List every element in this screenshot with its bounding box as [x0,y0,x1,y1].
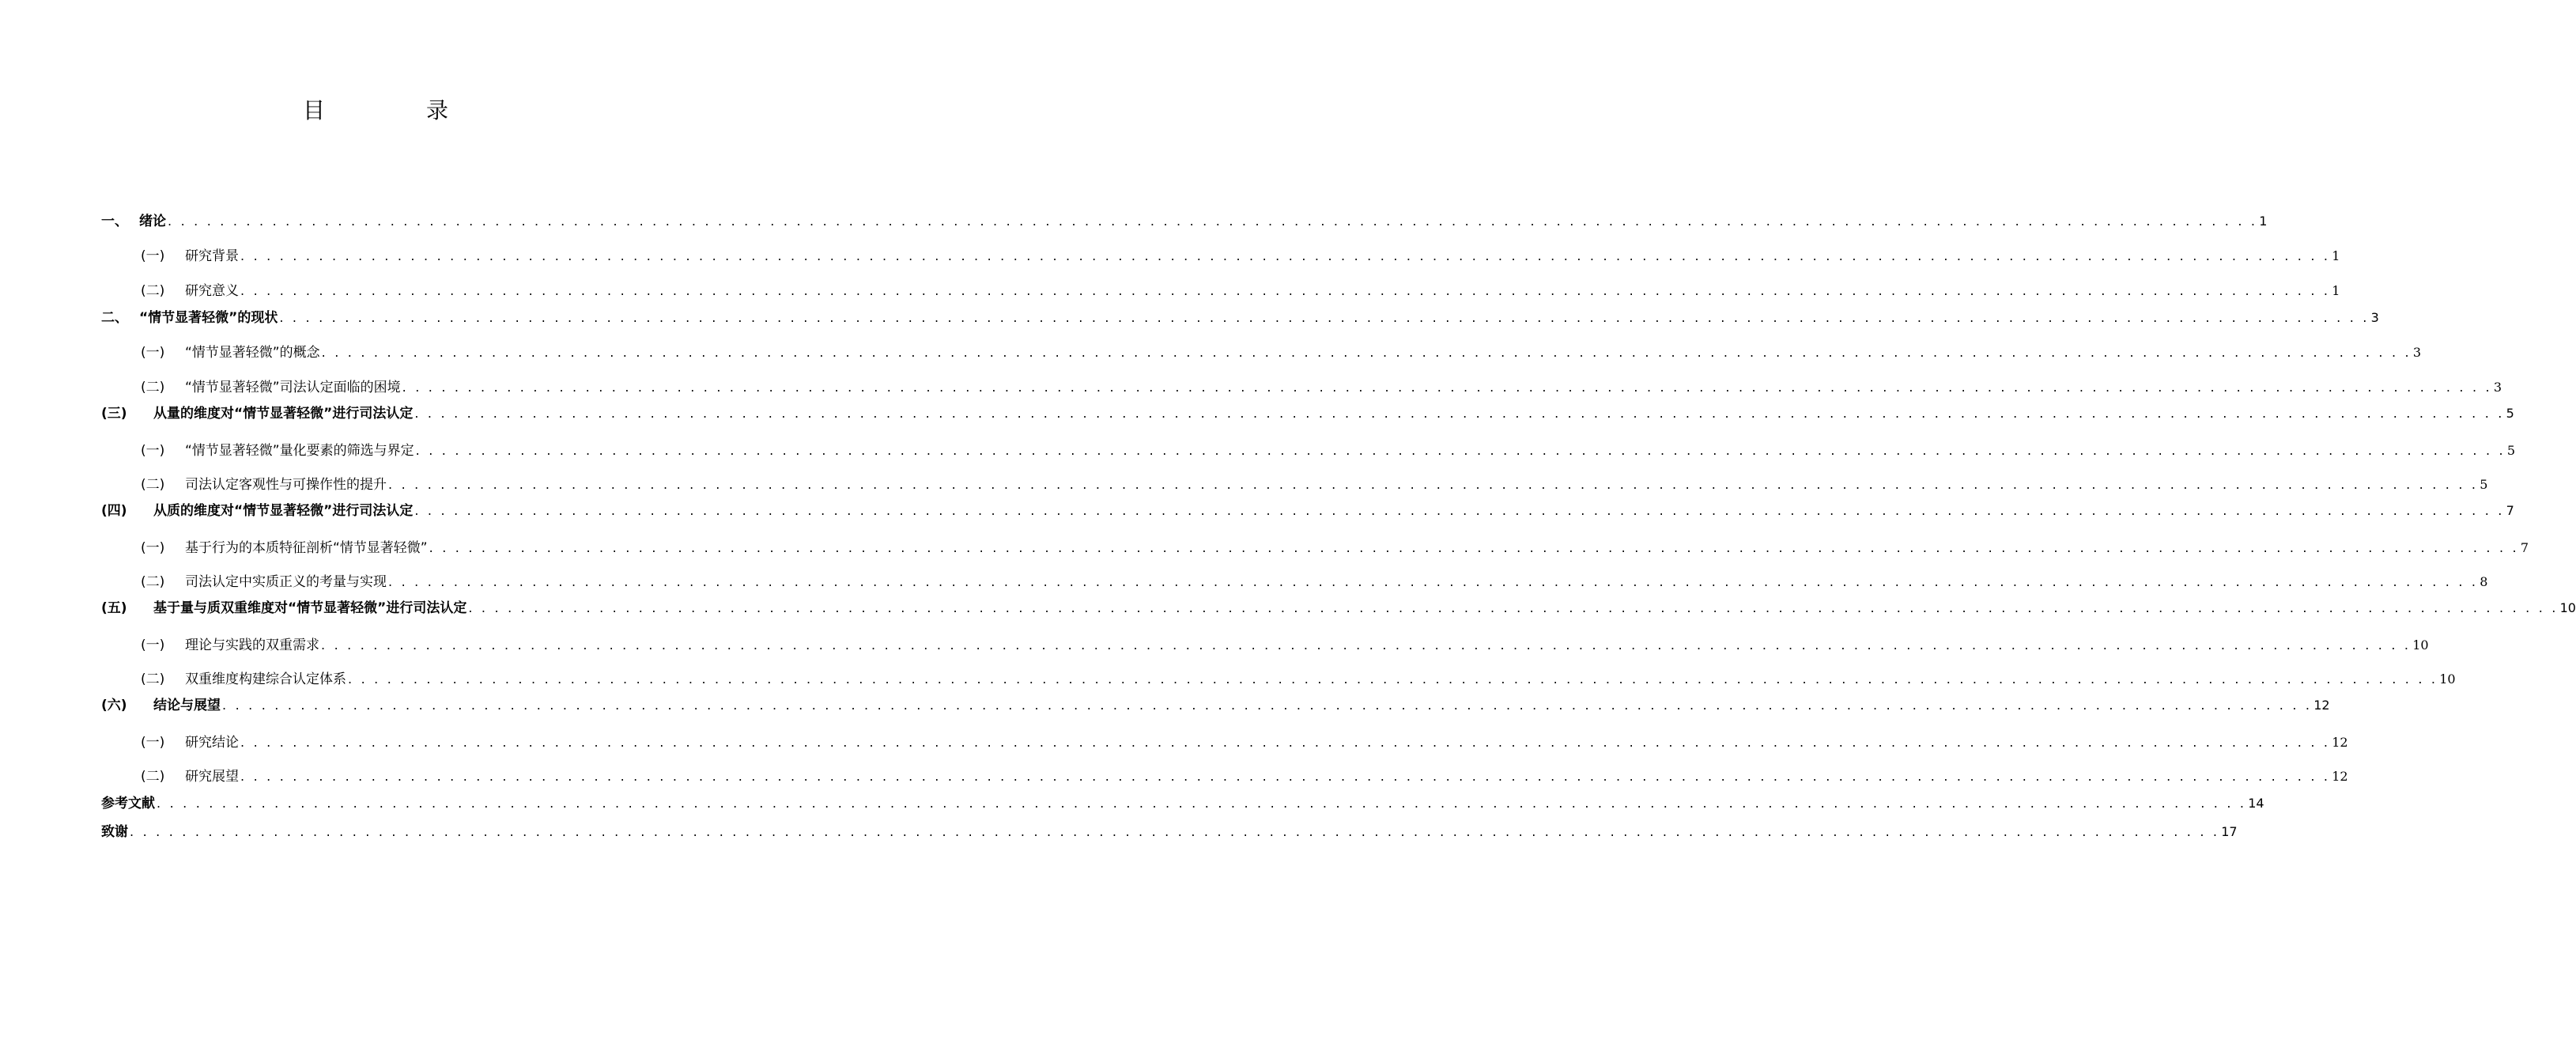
toc-entry-heading: “情节显著轻微”的现状 [139,310,278,326]
toc-leader-dots: . . . . . . . . . . . . . . . . . . . . . . . . . . . . . . . . . . . . . . . . . . . . . . . . . . . . . . . . . . . . . . . . . . . . . . . . . . . . . . . . . . . . . . . . . . . . . . . . . . . . . . . . . . . . . . . . . . . . . . . . . . . . . . . . . . . . . . . . . . . . . . . . . . . . . . . . . . . . . . . . [222,698,2313,713]
toc-leader-dots: . . . . . . . . . . . . . . . . . . . . . . . . . . . . . . . . . . . . . . . . . . . . . . . . . . . . . . . . . . . . . . . . . . . . . . . . . . . . . . . . . . . . . . . . . . . . . . . . . . . . . . . . . . . . . . . . . . . . . . . . . . . . . . . . . . . . . . . . . . . . . . . . . . . . . . . . . . . . . . . . [388,477,2479,492]
toc-leader-dots: . . . . . . . . . . . . . . . . . . . . . . . . . . . . . . . . . . . . . . . . . . . . . . . . . . . . . . . . . . . . . . . . . . . . . . . . . . . . . . . . . . . . . . . . . . . . . . . . . . . . . . . . . . . . . . . . . . . . . . . . . . . . . . . . . . . . . . . . . . . . . . . . . . . . . . . . . . . . . . . . [468,600,2559,615]
toc-entry-number: (二) [141,380,165,395]
toc-leader-dots: . . . . . . . . . . . . . . . . . . . . . . . . . . . . . . . . . . . . . . . . . . . . . . . . . . . . . . . . . . . . . . . . . . . . . . . . . . . . . . . . . . . . . . . . . . . . . . . . . . . . . . . . . . . . . . . . . . . . . . . . . . . . . . . . . . . . . . . . . . . . . . . . . . . . . . . . . . . . . . . . [240,735,2331,750]
toc-entry-number: 一、 [101,214,128,229]
toc-entry-page-number: 3 [2370,310,2379,325]
toc-entry-page-number: 12 [2332,735,2348,750]
toc-entry-page-number: 12 [2332,769,2348,784]
toc-entry-chapter[interactable] [101,308,2379,327]
toc-entry-heading: “情节显著轻微”的概念 [185,345,320,361]
toc-leader-dots: . . . . . . . . . . . . . . . . . . . . . . . . . . . . . . . . . . . . . . . . . . . . . . . . . . . . . . . . . . . . . . . . . . . . . . . . . . . . . . . . . . . . . . . . . . . . . . . . . . . . . . . . . . . . . . . . . . . . . . . . . . . . . . . . . . . . . . . . . . . . . . . . . . . . . . . . . . . . . . . . [321,637,2412,653]
toc-entry-page-number: 17 [2221,824,2238,839]
toc-leader-dots: . . . . . . . . . . . . . . . . . . . . . . . . . . . . . . . . . . . . . . . . . . . . . . . . . . . . . . . . . . . . . . . . . . . . . . . . . . . . . . . . . . . . . . . . . . . . . . . . . . . . . . . . . . . . . . . . . . . . . . . . . . . . . . . . . . . . . . . . . . . . . . . . . . . . . . . . . . . . . . . . [321,345,2412,360]
toc-entry-heading: 从质的维度对“情节显著轻微”进行司法认定 [153,503,414,519]
toc-entry-number: 二、 [101,310,128,326]
toc-entry-page-number: 10 [2559,600,2576,615]
toc-entry-heading: 研究背景 [185,248,239,264]
page-title: 目 录 [302,97,488,123]
toc-entry-chapter[interactable] [101,501,2514,520]
toc-entry-page-number: 12 [2313,698,2330,713]
toc-leader-dots: . . . . . . . . . . . . . . . . . . . . . . . . . . . . . . . . . . . . . . . . . . . . . . . . . . . . . . . . . . . . . . . . . . . . . . . . . . . . . . . . . . . . . . . . . . . . . . . . . . . . . . . . . . . . . . . . . . . . . . . . . . . . . . . . . . . . . . . . . . . . . . . . . . . . . . . . . . . . . . . . [388,574,2479,589]
toc-leader-dots: . . . . . . . . . . . . . . . . . . . . . . . . . . . . . . . . . . . . . . . . . . . . . . . . . . . . . . . . . . . . . . . . . . . . . . . . . . . . . . . . . . . . . . . . . . . . . . . . . . . . . . . . . . . . . . . . . . . . . . . . . . . . . . . . . . . . . . . . . . . . . . . . . . . . . . . . . . . . . . . . [240,769,2331,784]
toc-entry-page-number: 3 [2493,380,2502,395]
toc-entry-section[interactable] [141,441,2516,460]
toc-entry-section[interactable] [141,573,2488,592]
toc-entry-number: (四) [101,503,127,519]
toc-entry-section[interactable] [141,343,2422,362]
toc-entry-number: (二) [141,671,165,687]
toc-entry-chapter[interactable] [101,823,2238,842]
toc-entry-heading: 司法认定中实质正义的考量与实现 [185,574,387,590]
toc-entry-heading: 研究结论 [185,735,239,751]
toc-entry-page-number: 7 [2506,503,2514,518]
toc-entry-number: (二) [141,283,165,299]
toc-entry-page-number: 8 [2480,574,2488,589]
toc-entry-page-number: 1 [2259,214,2268,229]
toc-entry-section[interactable] [141,378,2502,397]
toc-entry-heading: 基于行为的本质特征剖析“情节显著轻微” [185,540,428,556]
toc-entry-number: (二) [141,769,165,785]
toc-entry-page-number: 1 [2332,248,2340,263]
toc-entry-number: (一) [141,637,165,653]
toc-leader-dots: . . . . . . . . . . . . . . . . . . . . . . . . . . . . . . . . . . . . . . . . . . . . . . . . . . . . . . . . . . . . . . . . . . . . . . . . . . . . . . . . . . . . . . . . . . . . . . . . . . . . . . . . . . . . . . . . . . . . . . . . . . . . . . . . . . . . . . . . . . . . . . . . . . . . . . . . . . . . . . . . [168,214,2258,229]
toc-leader-dots: . . . . . . . . . . . . . . . . . . . . . . . . . . . . . . . . . . . . . . . . . . . . . . . . . . . . . . . . . . . . . . . . . . . . . . . . . . . . . . . . . . . . . . . . . . . . . . . . . . . . . . . . . . . . . . . . . . . . . . . . . . . . . . . . . . . . . . . . . . . . . . . . . . . . . . . . . . . . . . . . [348,671,2438,687]
toc-entry-chapter[interactable] [101,404,2514,423]
toc-entry-number: (一) [141,540,165,556]
toc-entry-heading: 从量的维度对“情节显著轻微”进行司法认定 [153,406,414,422]
toc-entry-page-number: 3 [2412,345,2422,360]
toc-entry-heading: 基于量与质双重维度对“情节显著轻微”进行司法认定 [153,600,467,616]
toc-entry-page-number: 10 [2412,637,2429,653]
toc-entry-section[interactable] [141,733,2348,752]
toc-entry-page-number: 14 [2248,796,2264,811]
toc-entry-page-number: 5 [2506,406,2514,421]
toc-entry-number: (二) [141,477,165,493]
toc-entry-heading: 致谢 [101,824,128,840]
toc-entry-heading: “情节显著轻微”量化要素的筛选与界定 [185,443,414,459]
toc-entry-number: (三) [101,406,127,422]
toc-entry-section[interactable] [141,282,2340,301]
toc-entry-heading: 研究展望 [185,769,239,785]
toc-leader-dots: . . . . . . . . . . . . . . . . . . . . . . . . . . . . . . . . . . . . . . . . . . . . . . . . . . . . . . . . . . . . . . . . . . . . . . . . . . . . . . . . . . . . . . . . . . . . . . . . . . . . . . . . . . . . . . . . . . . . . . . . . . . . . . . . . . . . . . . . . . . . . . . . . . . . . . . . . . . . . . . . [240,248,2331,263]
toc-entry-heading: 结论与展望 [153,698,221,713]
toc-entry-number: (一) [141,345,165,361]
toc-entry-chapter[interactable] [101,599,2576,618]
toc-entry-heading: 双重维度构建综合认定体系 [185,671,346,687]
toc-leader-dots: . . . . . . . . . . . . . . . . . . . . . . . . . . . . . . . . . . . . . . . . . . . . . . . . . . . . . . . . . . . . . . . . . . . . . . . . . . . . . . . . . . . . . . . . . . . . . . . . . . . . . . . . . . . . . . . . . . . . . . . . . . . . . . . . . . . . . . . . . . . . . . . . . . . . . . . . . . . . . . . . [414,503,2505,518]
toc-leader-dots: . . . . . . . . . . . . . . . . . . . . . . . . . . . . . . . . . . . . . . . . . . . . . . . . . . . . . . . . . . . . . . . . . . . . . . . . . . . . . . . . . . . . . . . . . . . . . . . . . . . . . . . . . . . . . . . . . . . . . . . . . . . . . . . . . . . . . . . . . . . . . . . . . . . . . . . . . . . . . . . . [415,443,2506,458]
toc-entry-number: (一) [141,735,165,751]
toc-entry-chapter[interactable] [101,696,2330,715]
toc-entry-number: (一) [141,443,165,459]
toc-entry-page-number: 5 [2480,477,2488,492]
toc-leader-dots: . . . . . . . . . . . . . . . . . . . . . . . . . . . . . . . . . . . . . . . . . . . . . . . . . . . . . . . . . . . . . . . . . . . . . . . . . . . . . . . . . . . . . . . . . . . . . . . . . . . . . . . . . . . . . . . . . . . . . . . . . . . . . . . . . . . . . . . . . . . . . . . . . . . . . . . . . . . . . . . . [402,380,2492,395]
toc-entry-number: (一) [141,248,165,264]
toc-entry-heading: 绪论 [139,214,166,229]
toc-entry-chapter[interactable] [101,794,2264,813]
toc-entry-section[interactable] [141,539,2529,558]
toc-entry-heading: “情节显著轻微”司法认定面临的困境 [185,380,401,395]
toc-entry-section[interactable] [141,767,2348,786]
toc-leader-dots: . . . . . . . . . . . . . . . . . . . . . . . . . . . . . . . . . . . . . . . . . . . . . . . . . . . . . . . . . . . . . . . . . . . . . . . . . . . . . . . . . . . . . . . . . . . . . . . . . . . . . . . . . . . . . . . . . . . . . . . . . . . . . . . . . . . . . . . . . . . . . . . . . . . . . . . . . . . . . . . . [130,824,2220,839]
toc-leader-dots: . . . . . . . . . . . . . . . . . . . . . . . . . . . . . . . . . . . . . . . . . . . . . . . . . . . . . . . . . . . . . . . . . . . . . . . . . . . . . . . . . . . . . . . . . . . . . . . . . . . . . . . . . . . . . . . . . . . . . . . . . . . . . . . . . . . . . . . . . . . . . . . . . . . . . . . . . . . . . . . . [240,283,2331,298]
toc-entry-section[interactable] [141,475,2488,494]
toc-entry-heading: 理论与实践的双重需求 [185,637,319,653]
toc-entry-page-number: 5 [2506,443,2516,458]
toc-entry-page-number: 10 [2439,671,2456,687]
toc-entry-page-number: 1 [2332,283,2340,298]
toc-entry-section[interactable] [141,247,2340,266]
toc-entry-heading: 司法认定客观性与可操作性的提升 [185,477,387,493]
toc-entry-number: (五) [101,600,127,616]
toc-entry-page-number: 7 [2520,540,2529,555]
toc-entry-number: (六) [101,698,127,713]
toc-leader-dots: . . . . . . . . . . . . . . . . . . . . . . . . . . . . . . . . . . . . . . . . . . . . . . . . . . . . . . . . . . . . . . . . . . . . . . . . . . . . . . . . . . . . . . . . . . . . . . . . . . . . . . . . . . . . . . . . . . . . . . . . . . . . . . . . . . . . . . . . . . . . . . . . . . . . . . . . . . . . . . . . [429,540,2519,555]
toc-entry-heading: 研究意义 [185,283,239,299]
toc-entry-heading: 参考文献 [101,796,155,811]
toc-entry-section[interactable] [141,636,2429,655]
toc-entry-number: (二) [141,574,165,590]
toc-entry-section[interactable] [141,670,2456,689]
toc-leader-dots: . . . . . . . . . . . . . . . . . . . . . . . . . . . . . . . . . . . . . . . . . . . . . . . . . . . . . . . . . . . . . . . . . . . . . . . . . . . . . . . . . . . . . . . . . . . . . . . . . . . . . . . . . . . . . . . . . . . . . . . . . . . . . . . . . . . . . . . . . . . . . . . . . . . . . . . . . . . . . . . . [414,406,2505,421]
toc-entry-chapter[interactable] [101,212,2268,231]
toc-leader-dots: . . . . . . . . . . . . . . . . . . . . . . . . . . . . . . . . . . . . . . . . . . . . . . . . . . . . . . . . . . . . . . . . . . . . . . . . . . . . . . . . . . . . . . . . . . . . . . . . . . . . . . . . . . . . . . . . . . . . . . . . . . . . . . . . . . . . . . . . . . . . . . . . . . . . . . . . . . . . . . . . [279,310,2370,325]
toc-leader-dots: . . . . . . . . . . . . . . . . . . . . . . . . . . . . . . . . . . . . . . . . . . . . . . . . . . . . . . . . . . . . . . . . . . . . . . . . . . . . . . . . . . . . . . . . . . . . . . . . . . . . . . . . . . . . . . . . . . . . . . . . . . . . . . . . . . . . . . . . . . . . . . . . . . . . . . . . . . . . . . . . [157,796,2247,811]
